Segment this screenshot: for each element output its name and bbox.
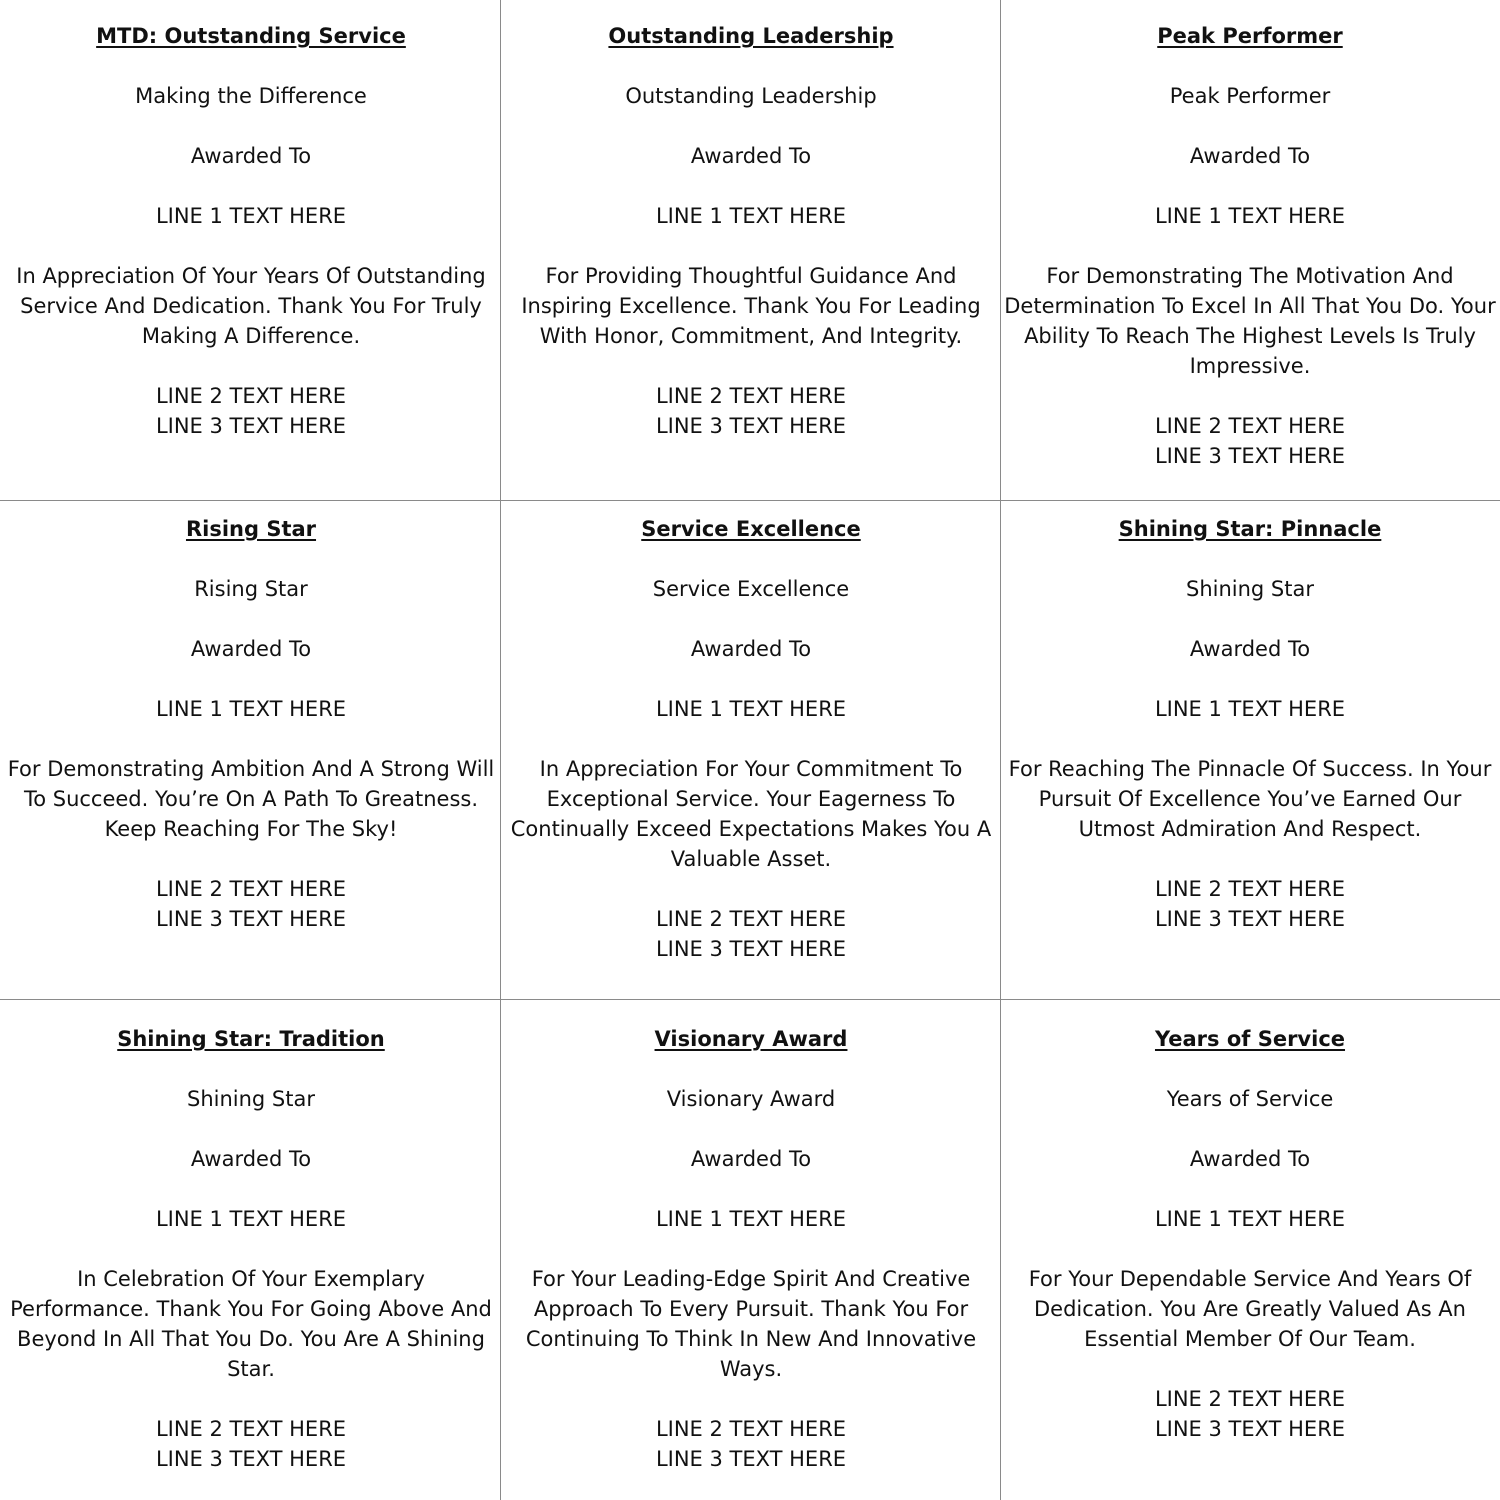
line-3-placeholder: LINE 3 TEXT HERE: [655, 1447, 847, 1471]
award-message: For Demonstrating Ambition And A Strong Will To Succeed. You’re On A Path To Greatness. Keep Reaching For The Sky!: [7, 757, 495, 841]
line-3-placeholder: LINE 3 TEXT HERE: [1154, 907, 1346, 931]
card-title: Service Excellence: [641, 517, 861, 541]
card-title: Years of Service: [1154, 1027, 1346, 1051]
line-3-placeholder: LINE 3 TEXT HERE: [1154, 444, 1346, 468]
line-1-placeholder: LINE 1 TEXT HERE: [155, 1207, 347, 1231]
line-3-placeholder: LINE 3 TEXT HERE: [155, 907, 347, 931]
awarded-to-label: Awarded To: [690, 144, 812, 168]
award-name: Service Excellence: [652, 577, 850, 601]
line-1-placeholder: LINE 1 TEXT HERE: [155, 697, 347, 721]
card-title: Shining Star: Pinnacle: [1118, 517, 1382, 541]
award-name: Outstanding Leadership: [625, 84, 877, 108]
award-card-mtd-outstanding-service: [4, 21, 498, 441]
award-name: Shining Star: [187, 1087, 315, 1111]
award-message: In Appreciation For Your Commitment To Exceptional Service. Your Eagerness To Continually Exceed Expectations Makes You A Valuable Asset.: [510, 757, 992, 871]
card-title: Visionary Award: [654, 1027, 848, 1051]
award-name: Rising Star: [194, 577, 308, 601]
line-2-placeholder: LINE 2 TEXT HERE: [155, 877, 347, 901]
line-3-placeholder: LINE 3 TEXT HERE: [155, 414, 347, 438]
row-divider: [0, 999, 1500, 1000]
award-message: For Providing Thoughtful Guidance And Inspiring Excellence. Thank You For Leading With Honor, Commitment, And Integrity.: [521, 264, 981, 348]
line-2-placeholder: LINE 2 TEXT HERE: [1154, 877, 1346, 901]
line-2-placeholder: LINE 2 TEXT HERE: [655, 384, 847, 408]
column-divider: [500, 0, 501, 1500]
line-2-placeholder: LINE 2 TEXT HERE: [655, 1417, 847, 1441]
awarded-to-label: Awarded To: [1189, 637, 1311, 661]
awarded-to-label: Awarded To: [690, 637, 812, 661]
awarded-to-label: Awarded To: [190, 144, 312, 168]
line-2-placeholder: LINE 2 TEXT HERE: [155, 1417, 347, 1441]
line-3-placeholder: LINE 3 TEXT HERE: [1154, 1417, 1346, 1441]
line-1-placeholder: LINE 1 TEXT HERE: [655, 204, 847, 228]
line-2-placeholder: LINE 2 TEXT HERE: [1154, 414, 1346, 438]
award-name: Shining Star: [1186, 577, 1314, 601]
line-3-placeholder: LINE 3 TEXT HERE: [655, 937, 847, 961]
column-divider: [1000, 0, 1001, 1500]
awarded-to-label: Awarded To: [1189, 144, 1311, 168]
award-card-visionary-award: [504, 1024, 998, 1474]
award-message: For Reaching The Pinnacle Of Success. In Your Pursuit Of Excellence You’ve Earned Our Utmost Admiration And Respect.: [1008, 757, 1492, 841]
award-card-shining-star-pinnacle: [1004, 514, 1496, 934]
award-name: Years of Service: [1166, 1087, 1334, 1111]
award-message: For Demonstrating The Motivation And Determination To Excel In All That You Do. Your Ability To Reach The Highest Levels Is Truly Impressive.: [1004, 264, 1496, 378]
line-3-placeholder: LINE 3 TEXT HERE: [155, 1447, 347, 1471]
awarded-to-label: Awarded To: [1189, 1147, 1311, 1171]
award-message: In Celebration Of Your Exemplary Performance. Thank You For Going Above And Beyond In All That You Do. You Are A Shining Star.: [10, 1267, 492, 1381]
line-2-placeholder: LINE 2 TEXT HERE: [655, 907, 847, 931]
awarded-to-label: Awarded To: [190, 637, 312, 661]
award-card-rising-star: [4, 514, 498, 934]
card-title: Shining Star: Tradition: [117, 1027, 385, 1051]
line-1-placeholder: LINE 1 TEXT HERE: [155, 204, 347, 228]
line-1-placeholder: LINE 1 TEXT HERE: [655, 697, 847, 721]
award-card-peak-performer: [1004, 21, 1496, 471]
awarded-to-label: Awarded To: [690, 1147, 812, 1171]
award-name: Peak Performer: [1169, 84, 1331, 108]
card-title: Outstanding Leadership: [608, 24, 894, 48]
award-name: Making the Difference: [135, 84, 367, 108]
line-3-placeholder: LINE 3 TEXT HERE: [655, 414, 847, 438]
award-card-service-excellence: [504, 514, 998, 964]
row-divider: [0, 500, 1500, 501]
line-1-placeholder: LINE 1 TEXT HERE: [1154, 204, 1346, 228]
line-1-placeholder: LINE 1 TEXT HERE: [1154, 1207, 1346, 1231]
line-2-placeholder: LINE 2 TEXT HERE: [155, 384, 347, 408]
line-1-placeholder: LINE 1 TEXT HERE: [655, 1207, 847, 1231]
line-1-placeholder: LINE 1 TEXT HERE: [1154, 697, 1346, 721]
line-2-placeholder: LINE 2 TEXT HERE: [1154, 1387, 1346, 1411]
award-message: In Appreciation Of Your Years Of Outstanding Service And Dedication. Thank You For Truly Making A Difference.: [16, 264, 486, 348]
award-message: For Your Leading-Edge Spirit And Creative Approach To Every Pursuit. Thank You For Continuing To Think In New And Innovative Ways.: [525, 1267, 977, 1381]
award-card-outstanding-leadership: [504, 21, 998, 441]
card-title: Peak Performer: [1157, 24, 1343, 48]
card-title: Rising Star: [185, 517, 317, 541]
card-title: MTD: Outstanding Service: [96, 24, 406, 48]
awarded-to-label: Awarded To: [190, 1147, 312, 1171]
award-message: For Your Dependable Service And Years Of Dedication. You Are Greatly Valued As An Essential Member Of Our Team.: [1028, 1267, 1472, 1351]
award-card-years-of-service: [1004, 1024, 1496, 1444]
award-card-shining-star-tradition: [4, 1024, 498, 1474]
award-name: Visionary Award: [666, 1087, 836, 1111]
